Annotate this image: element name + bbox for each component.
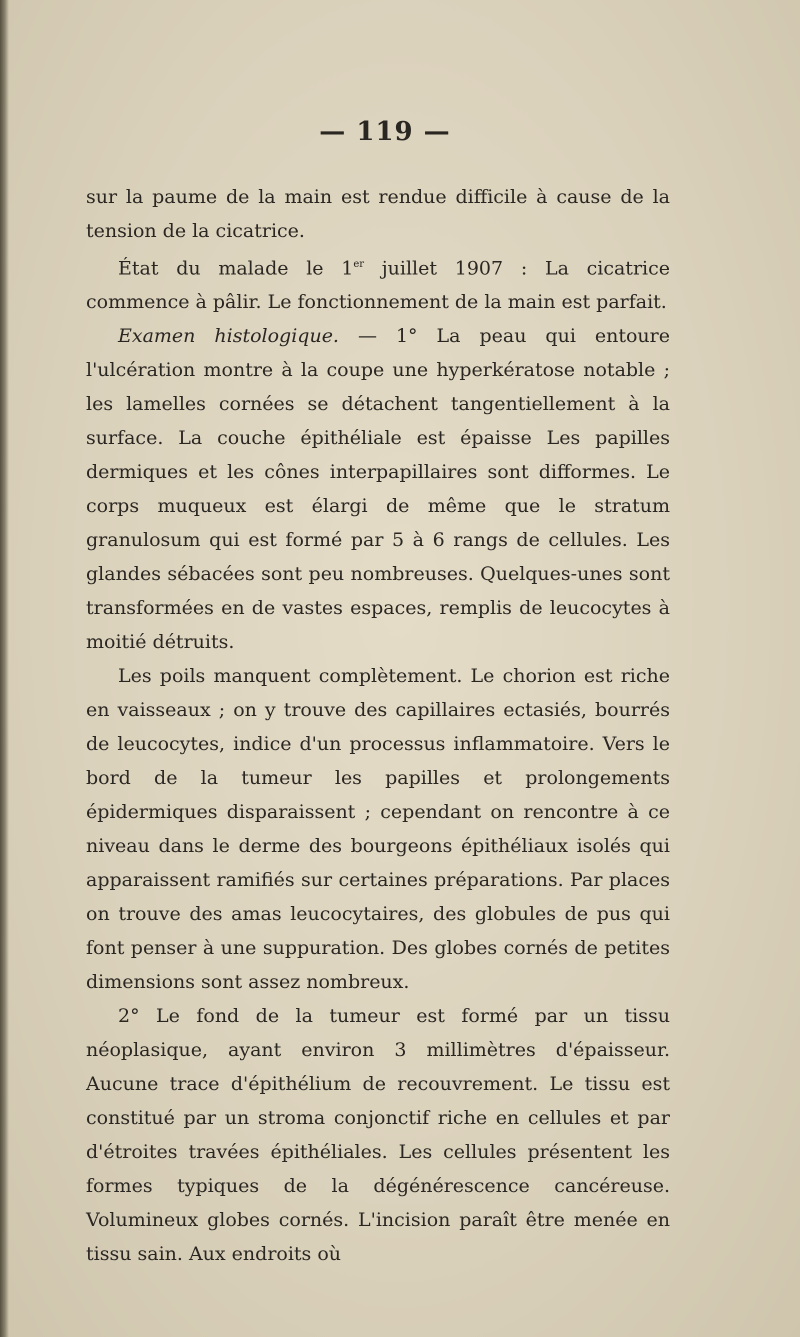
patient-state-prefix: État du malade le 1 [118,257,354,280]
body-text [86,180,670,1271]
patient-state-rest: juillet 1907 : La cicatrice commence à pâlir. Le fonctionnement de la main est parfait. [86,257,670,314]
paragraph-hair-chorion: Les poils manquent complètement. Le chorion est riche en vaisseaux ; on y trouve des capillaires ectasiés, bourrés de leucocytes, indice d'un processus inflammatoire. Vers le bord de la tumeur les papilles et prolongements épidermiques disparaissent ; cependant on rencontre à ce niveau dans le derme des bourgeons épithéliaux isolés qui apparaissent ramifiés sur certaines préparations. Par places on trouve des amas leucocytaires, des globules de pus qui font penser à une suppuration. Des globes cornés de petites dimensions sont assez nombreux. [86,665,670,994]
ordinal-superscript: er [353,259,365,270]
book-spine-shadow [0,0,9,1337]
paragraph-continuation: sur la paume de la main est rendue difficile à cause de la tension de la cicatrice. [86,186,670,242]
section-heading-histology: Examen histologique. [118,325,339,348]
page-number: — 119 — [319,117,451,147]
histology-body: — 1° La peau qui entoure l'ulcération montre à la coupe une hyperkératose notable ; les lamelles cornées se détachent tangentiellement à la surface. La couche épithéliale est épaisse Les papilles dermiques et les cônes interpapillaires sont difformes. Le corps muqueux est élargi de même que le stratum granulosum qui est formé par 5 à 6 rangs de cellules. Les glandes sébacées sont peu nombreuses. Quelques-unes sont transformées en de vastes espaces, remplis de leucocytes à moitié détruits. [86,325,670,654]
paragraph-tumor-base: 2° Le fond de la tumeur est formé par un tissu néoplasique, ayant environ 3 millimètres d'épaisseur. Aucune trace d'épithélium de recouvrement. Le tissu est constitué par un stroma conjonctif riche en cellules et par d'étroites travées épithéliales. Les cellules présentent les formes typiques de la dégénérescence cancéreuse. Volumineux globes cornés. L'incision paraît être menée en tissu sain. Aux endroits où [86,1005,670,1266]
paragraph-histology [86,319,670,659]
paragraph-patient-state [86,248,670,319]
